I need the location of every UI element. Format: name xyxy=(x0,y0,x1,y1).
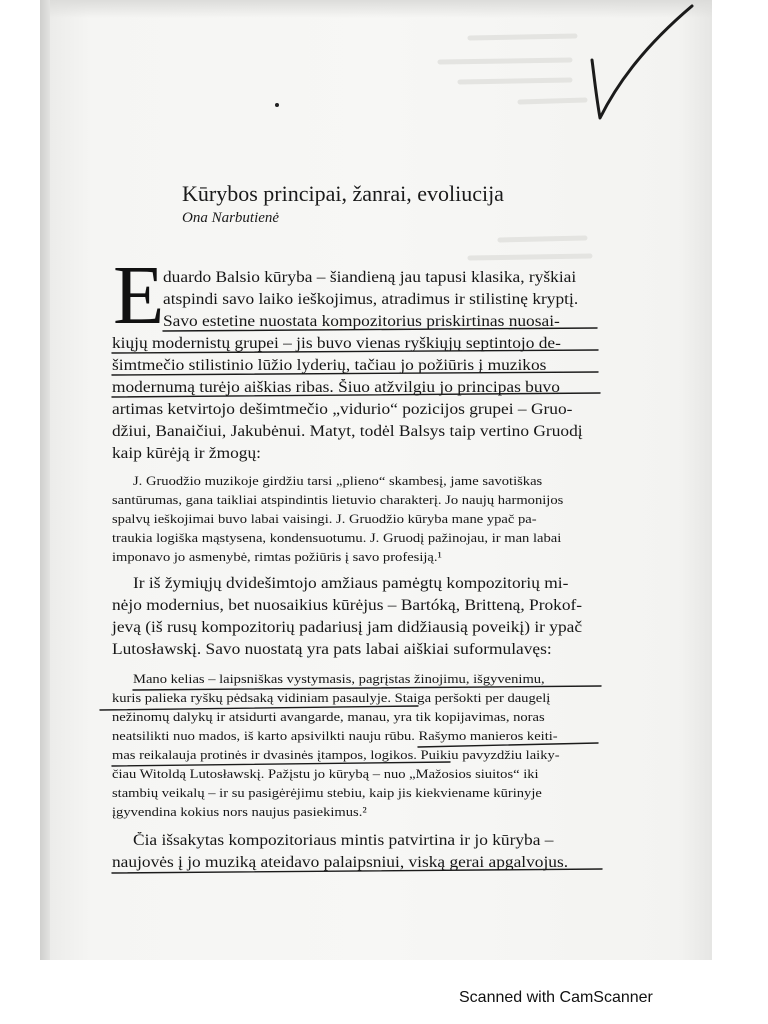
quote-line: imponavo jo asmenybė, rimtas požiūris į savo profesiją.¹ xyxy=(112,549,442,564)
quote-line: spalvų ieškojimai buvo labai vaisingi. J. Gruodžio kūryba mane ypač pa- xyxy=(112,511,537,526)
drop-cap: E xyxy=(113,249,165,342)
article-author: Ona Narbutienė xyxy=(182,210,280,226)
quote-line: mas reikalauja protinės ir dvasinės įtampos, logikos. Puikiu pavyzdžiu laiky- xyxy=(112,747,560,762)
text-line: kaip kūrėją ir žmogų: xyxy=(112,445,261,462)
text-line: nėjo modernius, bet nuosaikius kūrėjus – Bartóką, Britteną, Prokof- xyxy=(112,597,583,614)
text-line: atspindi savo laiko ieškojimus, atradimus ir stilistinę kryptį. xyxy=(163,291,579,308)
speck xyxy=(275,103,279,107)
text-line: Ir iš žymiųjų dvidešimtojo amžiaus pamėgtų kompozitorių mi- xyxy=(133,575,569,592)
text-line: Lutosławskį. Savo nuostatą yra pats labai aiškiai suformulavęs: xyxy=(112,641,552,658)
quote-line: įgyvendina kokius nors naujus pasiekimus.² xyxy=(112,804,367,819)
quote-line: stambių veikalų – ir su pasigėrėjimu stebiu, kaip jis kiekviename kūrinyje xyxy=(112,785,542,800)
quote-line: santūrumas, gana taikliai atspindintis lietuvio charakterį. Jo naujų harmonijos xyxy=(112,492,564,507)
text-line: kiųjų modernistų grupei – jis buvo vienas ryškiųjų septintojo de- xyxy=(112,335,561,352)
text-line: šimtmečio stilistinio lūžio lyderių, tačiau jo požiūris į muzikos xyxy=(112,357,547,374)
text-line: Čia išsakytas kompozitoriaus mintis patvirtina ir jo kūryba – xyxy=(133,832,554,849)
text-line: džiui, Banaičiui, Jakubėnui. Matyt, todėl Balsys taip vertino Gruodį xyxy=(112,423,583,440)
text-line: duardo Balsio kūryba – šiandieną jau tapusi klasika, ryškiai xyxy=(163,269,577,286)
quote-line: neatsilikti nuo mados, iš karto apsivilkti nauju rūbu. Rašymo manieros keiti- xyxy=(112,728,558,743)
text-line: naujovės į jo muziką ateidavo palaipsniui, viską gerai apgalvojus. xyxy=(112,854,569,871)
quote-line: nežinomų dalykų ir atsidurti avangarde, manau, yra tik kopijavimas, noras xyxy=(112,709,545,724)
text-line: artimas ketvirtojo dešimtmečio „vidurio“ pozicijos grupei – Gruo- xyxy=(112,401,573,418)
scanner-watermark: Scanned with CamScanner xyxy=(459,989,653,1006)
text-line: modernumą turėjo aiškias ribas. Šiuo atžvilgiu jo principas buvo xyxy=(112,379,560,396)
text-line: Savo estetine nuostata kompozitorius priskirtinas nuosai- xyxy=(163,313,560,330)
quote-line: traukia logiška mąstysena, kondensuotumu. J. Gruodį pažinojau, ir man labai xyxy=(112,530,562,545)
quote-line: J. Gruodžio muzikoje girdžiu tarsi „plieno“ skambesį, jame savotiškas xyxy=(133,473,543,488)
checkmark-icon xyxy=(580,0,700,130)
text-line: jevą (iš rusų kompozitorių padariusį jam didžiausią poveikį) ir ypač xyxy=(112,619,583,636)
article-title: Kūrybos principai, žanrai, evoliucija xyxy=(182,181,504,206)
quote-line: Mano kelias – laipsniškas vystymasis, pagrįstas žinojimu, išgyvenimu, xyxy=(133,671,545,686)
quote-line: kuris palieka ryškų pėdsaką vidiniam pasaulyje. Staiga peršokti per daugelį xyxy=(112,690,551,705)
quote-line: čiau Witoldą Lutosławskį. Pažįstu jo kūrybą – nuo „Mažosios siuitos“ iki xyxy=(112,766,539,781)
